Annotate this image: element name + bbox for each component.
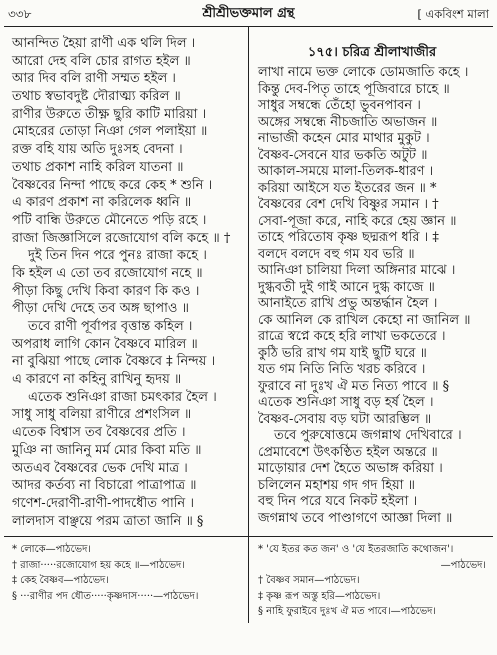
left-verse-line: বৈষ্ণবের নিন্দা পাছে করে কেহ * শুনি । — [12, 177, 213, 193]
left-verse-line: তথাচ প্রকাশ নাহি করিল যাতনা ॥ — [12, 159, 184, 175]
left-verse-line: অপরাধ লাগি কোন বৈষ্ণবে মারিল ॥ — [12, 336, 198, 352]
left-verse-line: রক্ত বহি যায় অতি দুঃসহ বেদনা । — [12, 142, 183, 158]
left-verse-line: আদর কর্তব্য না বিচারো পাত্রাপাত্র ॥ — [12, 478, 197, 494]
left-verse-line: তবে রাণী পূর্বাপর বৃত্তান্ত কহিল । — [28, 319, 193, 334]
left-verse-line: রাণীর উরুতে তীক্ষ্ণ ছুরি কাটি মারিয়া । — [12, 106, 207, 122]
right-verse-line: এতেক শুনিঞা সাধু বড় হর্ষ হৈল । — [258, 395, 434, 410]
left-verse-line: না বুঝিয়া পাছে লোক বৈষ্ণবে ‡ নিন্দয় । — [12, 354, 216, 370]
right-verse-line: রাত্রে স্বপ্নে কহে হরি লাখা ভকতেরে । — [258, 329, 446, 344]
left-verse-line: এতেক শুনিঞা রাজা চমৎকার হৈল । — [28, 389, 217, 405]
right-column — [254, 41, 490, 535]
right-verse-line: কে আনিল কে রাখিল কেহো না জানিল ॥ — [258, 312, 471, 328]
left-verse-line: আর দিব বলি রাণী সম্মত হইল । — [12, 71, 176, 87]
footnote-line: § নাহি ফুরাইবে দুঃখ ঐ মত পাবে।—পাঠভেদ। — [258, 606, 436, 617]
left-verse-line: পীড়া কিছু দেখি কিবা কারণ কি কও । — [12, 283, 200, 299]
section-heading: ১৭৫। চরিত্র শ্রীলাখাজীর — [307, 45, 437, 60]
right-verse-line: করিয়া আইসে যত ইতরের জন ॥ * — [258, 180, 437, 196]
right-verse-line: বহু দিন পরে যবে নিকট হইলা । — [258, 494, 418, 509]
left-verse-line: দুই তিন দিন পরে পুনঃ রাজা কহে । — [28, 248, 207, 264]
column-divider — [248, 27, 249, 536]
right-verse-line: দুগ্ধবতী দুই গাই আনে দুগ্ধ কাজে ॥ — [258, 279, 435, 295]
section-label: [ একবিংশ মালা — [417, 7, 489, 21]
left-verse-line: গণেশ-দেরাণী-রাণী-পাদধৌত পানি । — [12, 495, 194, 511]
left-column — [8, 35, 244, 535]
left-verse-line: পটি বান্ধি উরুতে মৌনেতে পড়ি রহে । — [12, 212, 207, 228]
right-verse-line: সেবা-পূজা করে, নাহি করে হেয় জ্ঞান ॥ — [258, 213, 457, 229]
right-verse-line: বৈষ্ণব-সেবায় বড় ঘটা আরম্ভিল ॥ — [258, 411, 432, 427]
footnote-line: † রাজা·····রজোযোগ হয় কহে ॥—পাঠভেদ। — [12, 559, 185, 571]
right-verse-line: মাড়োয়ার দেশ হৈতে অভাঙ্গ করিয়া । — [258, 461, 443, 476]
left-verse-line: পীড়া দেখি দেহে তব অঙ্গ ছাপাও ॥ — [12, 301, 189, 317]
left-verse-line: অতএব বৈষ্ণবের ভেক দেখি মাত্র । — [12, 460, 188, 476]
right-footnotes — [254, 542, 490, 624]
right-verse-line: বৈষ্ণব-সেবনে যার ভকতি অটুট ॥ — [258, 147, 428, 163]
left-verse-line: এতেক বিশ্বাস তব বৈষ্ণবের প্রতি । — [12, 425, 186, 441]
running-title: শ্রীশ্রীভক্তমাল গ্রন্থ — [202, 6, 295, 21]
footnote-divider — [248, 537, 249, 623]
right-verse-block — [254, 65, 490, 527]
right-verse-line: নাভাজী কহেন মোর মাথার মুকুট । — [258, 131, 430, 146]
right-verse-line: আনিঞা চালিয়া দিলা অঙ্গিনার মাঝে । — [258, 263, 456, 278]
left-verse-line: রাজা জিজ্ঞাসিলে রজোযোগ বলি কহে ॥ † — [12, 230, 231, 246]
footnote-line: ‡ কৃষ্ণ রূপ অস্তু হরি—পাঠভেদ। — [258, 590, 381, 602]
right-verse-line: লাখা নামে ভক্ত লোকে ডোমজাতি কহে । — [258, 65, 469, 80]
left-verse-line: আনন্দিত হৈয়া রাণী এক থলি দিল । — [12, 36, 196, 51]
right-verse-line: প্রেমাবেশে উৎকণ্ঠিত হইল অন্তরে ॥ — [258, 444, 438, 460]
footnote-line: ‡ কেহ বৈষ্ণব—পাঠভেদ। — [12, 575, 109, 586]
right-verse-line: কুঠি ভরি রাখ গম যাই ছুটি ঘরে ॥ — [258, 345, 427, 361]
footnote-line: —পাঠভেদ। — [440, 559, 486, 571]
right-verse-line: চলিলেন মহাশয় গদ গদ হিয়া ॥ — [258, 477, 415, 493]
left-footnotes — [8, 542, 244, 624]
right-verse-line: আকাল-সময়ে মালা-তিলক-ধারণ । — [258, 164, 434, 179]
right-verse-line: জগন্নাথ তবে পাণ্ডাগণে আজ্ঞা দিলা ॥ — [258, 510, 453, 526]
left-verse-line: সাধু সাধু বলিয়া রাণীরে প্রশংসিল ॥ — [12, 407, 192, 423]
right-verse-line: যত গম নিতি নিতি খরচ করিবে । — [258, 362, 426, 377]
right-verse-line: বৈষ্ণবের বেশ দেখি বিষ্ণুর সমান । † — [258, 197, 439, 212]
footnote-line: § ···রাণীর পদ ধৌত·····কৃষ্ণদাস·····—পাঠভেদ। — [12, 590, 199, 602]
footnote-line: * 'যে ইতর কত জন' ও 'যে ইতরজাতি কথোজন'। — [258, 544, 454, 555]
left-verse-line: তথাচ স্বভাবদুষ্ট দৌরাত্ম্য করিল ॥ — [12, 89, 181, 105]
right-verse-line: তাহে পরিতোষ কৃষ্ণ ছদ্মরূপ ধরি । ‡ — [258, 230, 439, 245]
right-verse-line: অঙ্গের সম্বন্ধে নীচজাতি অভাজন ॥ — [258, 114, 438, 130]
right-verse-line: ফুরাবে না দুঃখ ঐ মত নিত্য পাবে ॥ § — [258, 378, 450, 394]
footnote-line: * লোকে—পাঠভেদ। — [12, 544, 91, 555]
left-verse-line: মুঞি না জানিনু মর্ম মোর কিবা মতি ॥ — [12, 442, 202, 458]
right-verse-line: কিন্তু দেব-পিতৃ তাহে পূজিবারে চাহে ॥ — [258, 81, 450, 97]
right-verse-line: সাধুর সম্বন্ধে তেঁহো ভুবনপাবন । — [258, 98, 421, 113]
left-verse-line: এ কারণে না কহিনু রাখিনু হৃদয় ॥ — [12, 372, 182, 388]
left-verse-line: লালদাস বাঞ্ছয়ে পরম ত্রাতা জানি ॥ § — [12, 513, 204, 529]
right-verse-line: তবে পুরুষোত্তমে জগন্নাথ দেখিবারে । — [274, 428, 462, 443]
footnote-line: † বৈষ্ণব সমান—পাঠভেদ। — [258, 575, 360, 586]
left-verse-line: এ কারণ প্রকাশ না করিলেক ধ্বনি ॥ — [12, 195, 192, 211]
right-verse-line: আনাইতে রাখি প্রভু অন্তর্দ্ধান হৈল । — [258, 296, 438, 311]
page-header — [0, 4, 497, 24]
right-verse-line: বলদে বলদে বহু গম যব ভরি ॥ — [258, 246, 415, 262]
left-verse-line: আরো দেহ বলি চোর রাগত হইল ॥ — [12, 53, 191, 69]
left-verse-line: কি হইল এ তো তব রজোযোগ নহে ॥ — [12, 265, 203, 281]
page-number: ৩৩৮ — [8, 7, 32, 21]
left-verse-line: মোহরের তোড়া নিঞা গেল পলাইয়া ॥ — [12, 124, 208, 140]
